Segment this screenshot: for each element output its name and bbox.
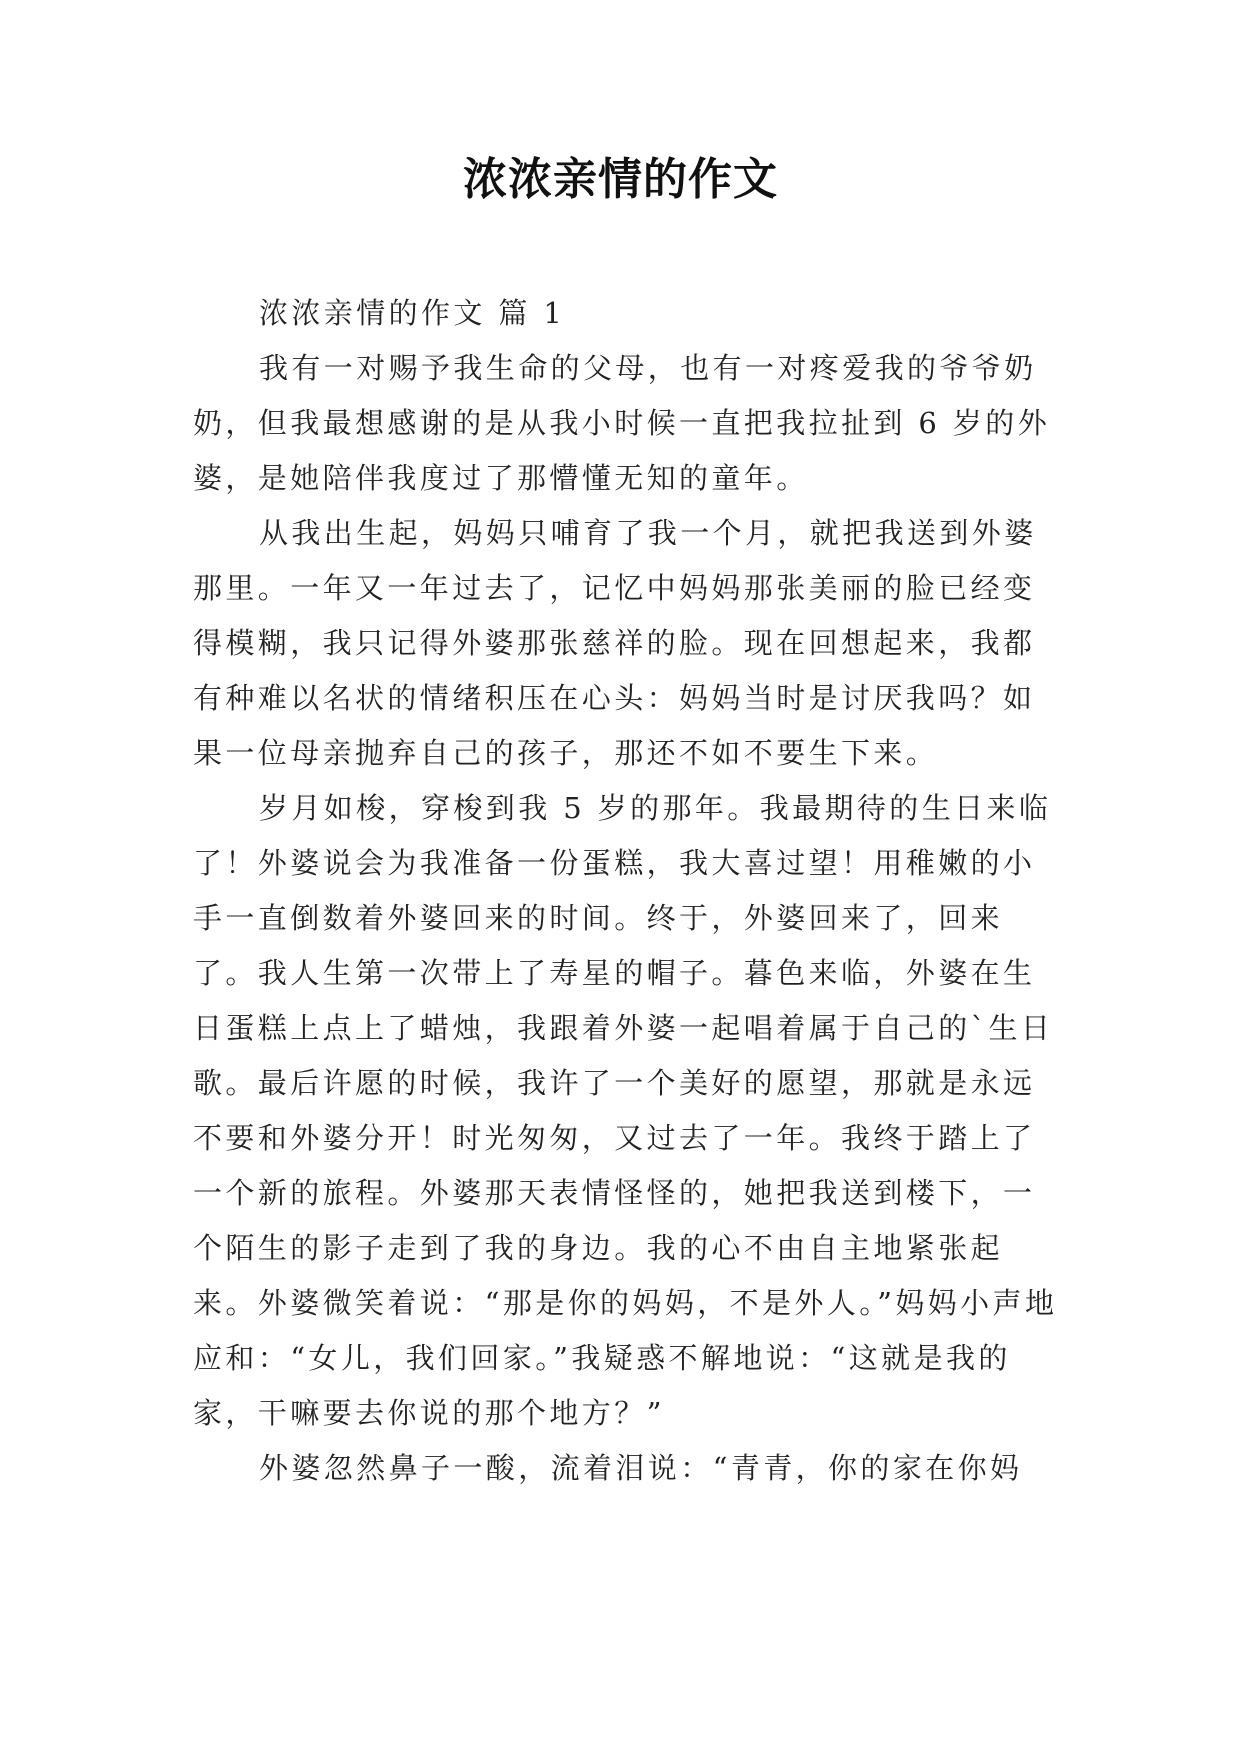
paragraph-2: 从我出生起，妈妈只哺育了我一个月，就把我送到外婆那里。一年又一年过去了，记忆中妈妈那张美丽的脸已经变得模糊，我只记得外婆那张慈祥的脸。现在回想起来，我都有种难以名状的情绪积压在心头：妈妈当时是讨厌我吗？如果一位母亲抛弃自己的孩子，那还不如不要生下来。 [193, 516, 1037, 770]
document-title: 浓浓亲情的作文 [463, 154, 778, 205]
paragraph-1: 我有一对赐予我生命的父母，也有一对疼爱我的爷爷奶奶，但我最想感谢的是从我小时候一直把我拉扯到 6 岁的外婆，是她陪伴我度过了那懵懂无知的童年。 [193, 351, 1051, 495]
paragraph-4: 外婆忽然鼻子一酸，流着泪说：“青青，你的家在你妈 [259, 1451, 1023, 1485]
document-body [193, 286, 1063, 1496]
section-heading: 浓浓亲情的作文 篇 1 [259, 296, 566, 330]
paragraph-3: 岁月如梭，穿梭到我 5 岁的那年。我最期待的生日来临了！外婆说会为我准备一份蛋糕，我大喜过望！用稚嫩的小手一直倒数着外婆回来的时间。终于，外婆回来了，回来了。我人生第一次带上了寿星的帽子。暮色来临，外婆在生日蛋糕上点上了蜡烛，我跟着外婆一起唱着属于自己的`生日歌。最后许愿的时候，我许了一个美好的愿望，那就是永远不要和外婆分开！时光匆匆，又过去了一年。我终于踏上了一个新的旅程。外婆那天表情怪怪的，她把我送到楼下，一个陌生的影子走到了我的身边。我的心不由自主地紧张起来。外婆微笑着说：“那是你的妈妈，不是外人。”妈妈小声地应和：“女儿，我们回家。”我疑惑不解地说：“这就是我的家，干嘛要去你说的那个地方？” [193, 791, 1058, 1430]
